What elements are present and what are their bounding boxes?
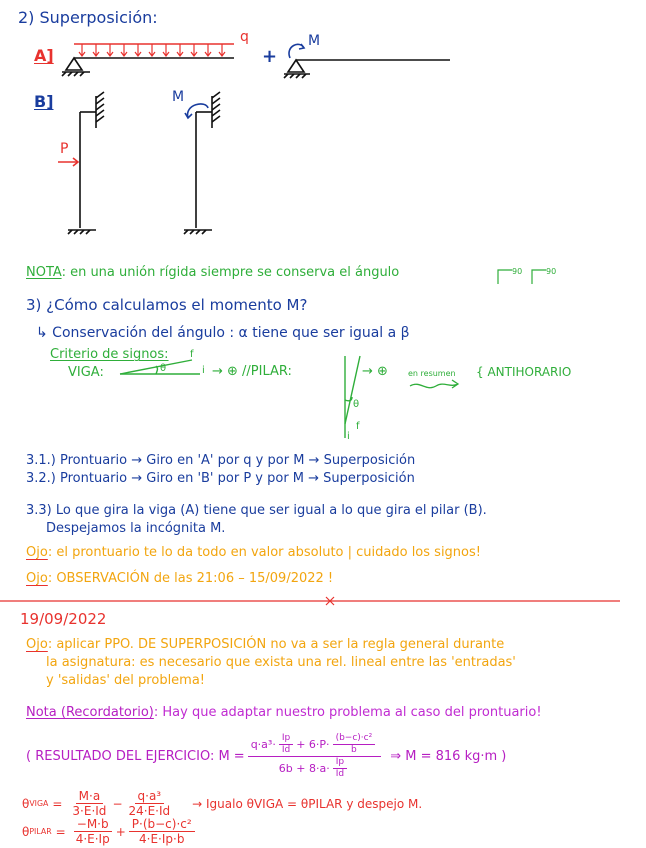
step-3-2: 3.2.) Prontuario → Giro en 'B' por P y por M → Superposición (26, 471, 415, 486)
resumen-squiggle (410, 380, 458, 388)
question-3: 3) ¿Cómo calculamos el momento M? (26, 296, 308, 314)
nota-text: : en una unión rígida siempre se conserva el ángulo (61, 265, 400, 280)
num-b: + 6·P· (296, 738, 330, 751)
resultado-line (26, 734, 506, 779)
section-heading: 2) Superposición: (18, 8, 158, 27)
theta-pilar-sub: PILAR (29, 826, 52, 836)
nota-label: NOTA (26, 265, 62, 280)
theta-viga-frac-2 (126, 790, 174, 817)
beam-moment-diagram (284, 44, 450, 78)
num-c-d: b (351, 745, 357, 755)
viga-result: → ⊕ //PILAR: (212, 364, 292, 379)
theta-viga-sub: VIGA (29, 798, 49, 808)
den-ip: Ip (333, 758, 347, 769)
theta-pilar-f2-d: 4·E·Ip·b (139, 832, 185, 846)
ojo-label-2: Ojo (26, 571, 48, 586)
moment-m-label-b: M (172, 89, 185, 105)
theta-viga-note: → Igualo θVIGA = θPILAR y despejo M. (192, 796, 423, 811)
ojo-text-1: : el prontuario te lo da todo en valor absoluto | cuidado los signos! (47, 545, 481, 560)
theta-pilar-f1-d: 4·E·Ip (75, 832, 110, 846)
plus-sign: + (262, 46, 278, 67)
step-3-3: 3.3) Lo que gira la viga (A) tiene que ser igual a lo que gira el pilar (B). (26, 503, 487, 518)
ojo-ppo-text-1: : aplicar PPO. DE SUPERPOSICIÓN no va a ser la regla general durante (47, 637, 505, 652)
frame-p-diagram (58, 92, 104, 234)
theta-pilar-frac-1 (73, 818, 113, 845)
theta-viga-eq-sign: = (52, 796, 63, 811)
viga-sign-label: VIGA: (68, 365, 104, 380)
theta-viga-label: θ (22, 796, 30, 811)
frame-m-diagram (184, 92, 220, 234)
step-3-1: 3.1.) Prontuario → Giro en 'A' por q y por M → Superposición (26, 453, 416, 468)
resultado-prefix: ( RESULTADO DEL EJERCICIO: M = (26, 749, 245, 764)
date-heading: 19/09/2022 (20, 610, 107, 628)
beam-a-diagram (62, 44, 234, 76)
criterio-title: Criterio de signos: (50, 347, 169, 362)
theta-viga-eq (22, 790, 422, 817)
theta-pilar-f2-n: P·(b−c)·c² (129, 818, 195, 832)
ojo-ppo-line3: y 'salidas' del problema! (46, 673, 206, 688)
ojo-ppo-line1 (26, 638, 504, 651)
ojo-text-2: : OBSERVACIÓN de las 21:06 – 15/09/2022 ! (47, 571, 334, 586)
viga-i: i (202, 365, 205, 376)
recordatorio-label: Nota (Recordatorio) (26, 705, 154, 720)
theta-viga-f2-n: q·a³ (135, 790, 165, 804)
nota-rigid-line (26, 266, 399, 279)
num-a: q·a³· (250, 738, 276, 751)
num-ip: Ip (279, 734, 293, 745)
theta-pilar-plus: + (115, 824, 126, 839)
ojo-label-3: Ojo (26, 637, 48, 652)
resultado-denominator (276, 757, 353, 779)
load-q-label: q (240, 29, 249, 45)
angle-mark-1: 90 (512, 267, 523, 276)
theta-viga-f2-d: 24·E·Id (128, 804, 171, 818)
antihorario-text: ANTIHORARIO (487, 365, 572, 379)
theta-viga-minus: − (112, 796, 123, 811)
theta-pilar-eq (22, 818, 198, 845)
nota-recordatorio (26, 706, 542, 719)
pilar-result: → ⊕ (362, 364, 388, 379)
num-c-n: (b−c)·c² (333, 734, 376, 745)
den-id: Id (335, 769, 345, 779)
case-a-label: A] (34, 46, 54, 65)
antihorario: { ANTIHORARIO (476, 365, 572, 379)
angle-mark-2: 90 (546, 267, 557, 276)
num-id: Id (281, 745, 291, 755)
ojo-ppo-line2: la asignatura: es necesario que exista una rel. lineal entre las 'entradas' (46, 655, 516, 670)
case-b-label: B] (34, 92, 54, 111)
theta-pilar-eq-sign: = (55, 824, 66, 839)
viga-f: f (190, 349, 194, 360)
theta-viga-f1-d: 3·E·Id (72, 804, 107, 818)
theta-pilar-frac-2 (129, 818, 195, 845)
en-resumen: en resumen (408, 369, 456, 378)
pilar-f: f (356, 421, 360, 432)
resultado-numerator (248, 734, 382, 757)
moment-m-label-a: M (308, 33, 321, 49)
ojo-absolute (26, 546, 481, 559)
ojo-observacion (26, 572, 333, 585)
conservation-line: ↳ Conservación del ángulo : α tiene que ser igual a β (36, 325, 410, 341)
pilar-i: i (347, 431, 350, 442)
step-3-3-cont: Despejamos la incógnita M. (46, 521, 226, 536)
den-a: 6b + 8·a· (278, 762, 330, 775)
theta-viga-f1-n: M·a (76, 790, 104, 804)
den-ip-id (333, 758, 347, 779)
recordatorio-text: : Hay que adaptar nuestro problema al caso del prontuario! (153, 705, 542, 720)
theta-pilar-label: θ (22, 824, 30, 839)
num-ip-id (279, 734, 293, 755)
force-p-label: P (60, 141, 69, 157)
pilar-theta: θ (353, 399, 360, 410)
theta-viga-frac-1 (69, 790, 109, 817)
ojo-label-1: Ojo (26, 545, 48, 560)
viga-theta: θ (160, 363, 167, 374)
resultado-value: ⇒ M = 816 kg·m ) (390, 749, 507, 764)
resultado-fraction (248, 734, 382, 779)
theta-pilar-f1-n: −M·b (74, 818, 112, 832)
date-separator (0, 597, 620, 605)
num-c-frac (333, 734, 376, 755)
